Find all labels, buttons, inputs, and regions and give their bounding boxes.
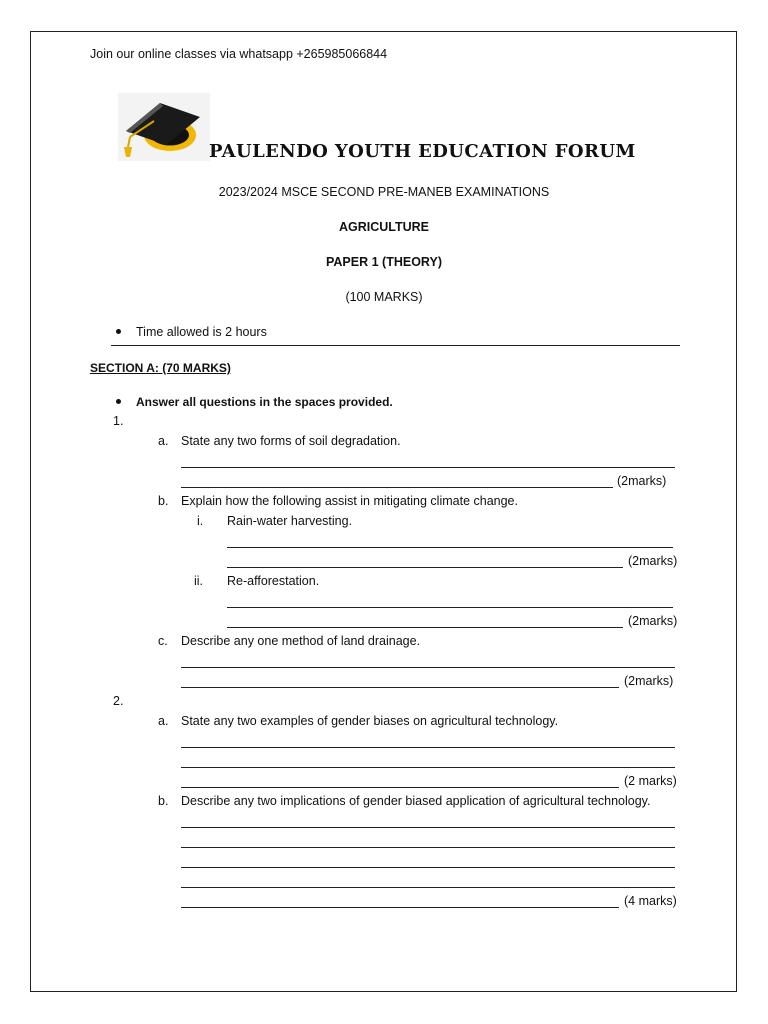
header-divider [111, 345, 680, 346]
section-instruction: Answer all questions in the spaces provided. [136, 395, 393, 409]
answer-line[interactable] [181, 907, 619, 908]
graduation-cap-logo [118, 93, 210, 161]
question-text: Re-afforestation. [227, 574, 320, 588]
part-letter: b. [158, 794, 169, 808]
exam-title: 2023/2024 MSCE SECOND PRE-MANEB EXAMINATIONS [218, 185, 550, 199]
bullet-icon [116, 399, 121, 404]
answer-line[interactable] [181, 787, 619, 788]
answer-line[interactable] [181, 827, 675, 828]
answer-line[interactable] [181, 467, 675, 468]
marks-label: (2marks) [628, 554, 678, 568]
answer-line[interactable] [227, 607, 673, 608]
answer-line[interactable] [181, 667, 675, 668]
sub-numeral: ii. [194, 574, 204, 588]
answer-line[interactable] [227, 567, 623, 568]
question-text: State any two forms of soil degradation. [181, 434, 401, 448]
sub-numeral: i. [197, 514, 204, 528]
answer-line[interactable] [181, 847, 675, 848]
exam-paper: PAPER 1 (THEORY) [326, 255, 442, 269]
question-text: Describe any one method of land drainage. [181, 634, 421, 648]
answer-line[interactable] [227, 547, 673, 548]
answer-line[interactable] [181, 867, 675, 868]
marks-label: (4 marks) [624, 894, 677, 908]
answer-line[interactable] [181, 767, 675, 768]
answer-line[interactable] [181, 887, 675, 888]
answer-line[interactable] [181, 687, 619, 688]
part-letter: a. [158, 714, 169, 728]
question-text: Rain-water harvesting. [227, 514, 353, 528]
exam-marks: (100 MARKS) [345, 290, 423, 304]
exam-subject: AGRICULTURE [338, 220, 430, 234]
contact-line: Join our online classes via whatsapp +265985066844 [90, 47, 388, 61]
answer-line[interactable] [227, 627, 623, 628]
part-letter: a. [158, 434, 169, 448]
section-title: SECTION A: (70 MARKS) [90, 361, 231, 375]
marks-label: (2marks) [628, 614, 678, 628]
part-letter: c. [158, 634, 168, 648]
marks-label: (2marks) [624, 674, 674, 688]
question-text: Describe any two implications of gender biased application of agricultural technology. [181, 794, 651, 808]
time-allowed: Time allowed is 2 hours [136, 325, 267, 339]
question-text: Explain how the following assist in mitigating climate change. [181, 494, 518, 508]
question-number: 2. [113, 694, 124, 708]
school-name: PAULENDO YOUTH EDUCATION FORUM [209, 141, 636, 162]
part-letter: b. [158, 494, 169, 508]
marks-label: (2marks) [617, 474, 667, 488]
answer-line[interactable] [181, 487, 613, 488]
bullet-icon [116, 329, 121, 334]
question-text: State any two examples of gender biases on agricultural technology. [181, 714, 559, 728]
question-number: 1. [113, 414, 124, 428]
answer-line[interactable] [181, 747, 675, 748]
marks-label: (2 marks) [624, 774, 677, 788]
